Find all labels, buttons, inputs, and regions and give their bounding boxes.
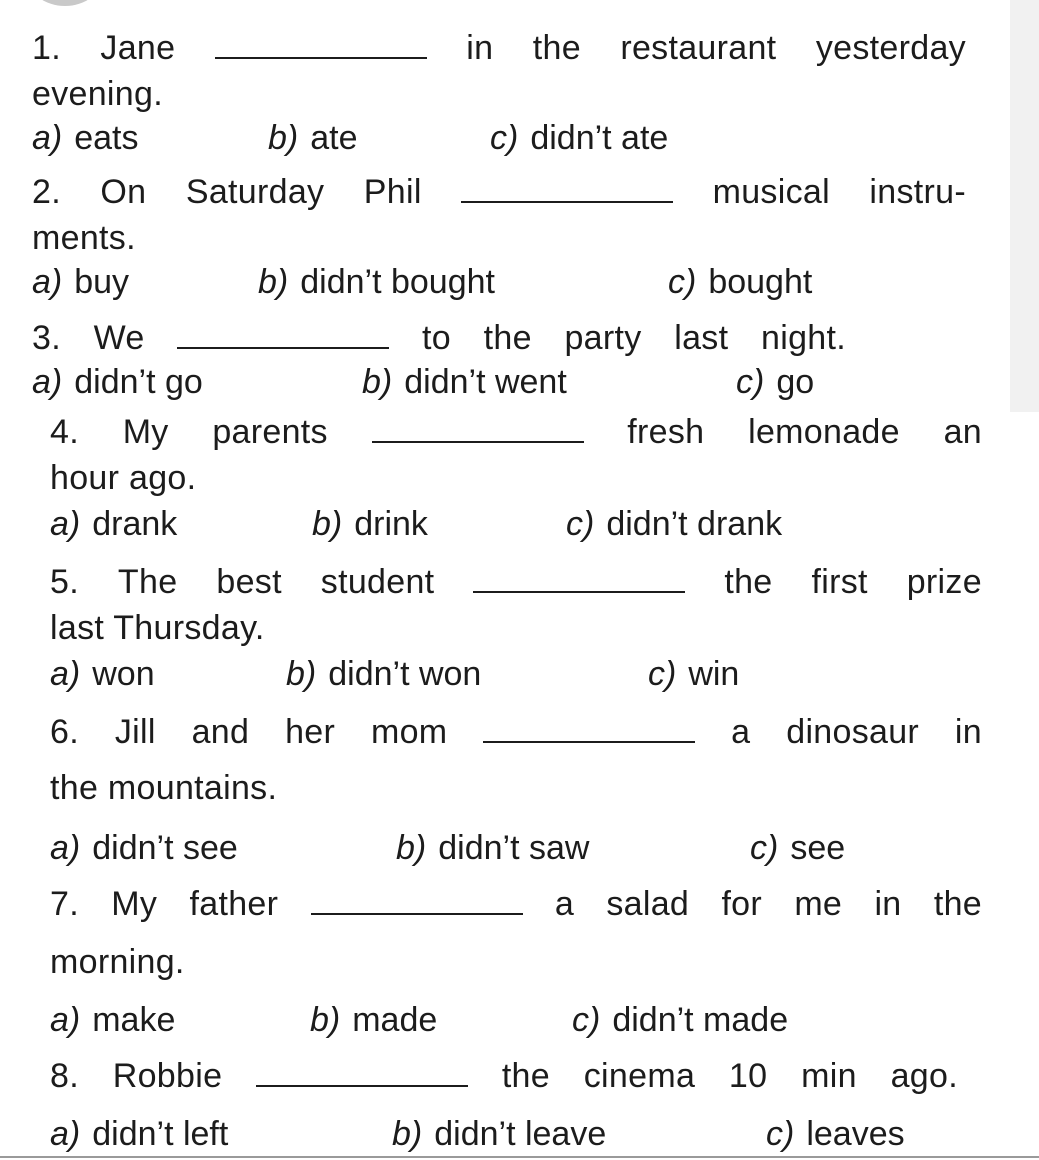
option-c[interactable] bbox=[490, 116, 668, 160]
answer-blank[interactable] bbox=[177, 347, 389, 349]
question-1-stem bbox=[32, 26, 966, 70]
option-text: didn’t won bbox=[328, 655, 482, 693]
option-text: didn’t ate bbox=[530, 119, 669, 157]
question-7-stem bbox=[50, 882, 982, 926]
stem-word: Saturday bbox=[185, 173, 325, 211]
stem-word: Jill bbox=[114, 713, 156, 751]
question-number: 4. bbox=[50, 413, 79, 451]
option-letter: b) bbox=[286, 655, 317, 693]
question-number: 8. bbox=[50, 1057, 79, 1095]
option-letter: a) bbox=[50, 505, 81, 543]
option-letter: a) bbox=[50, 1001, 81, 1039]
stem-word: We bbox=[93, 319, 145, 357]
option-text: made bbox=[352, 1001, 438, 1039]
option-letter: b) bbox=[258, 263, 289, 301]
option-c[interactable] bbox=[572, 998, 788, 1042]
option-text: didn’t see bbox=[92, 829, 238, 867]
stem-word: restaurant bbox=[620, 29, 777, 67]
option-text: go bbox=[776, 363, 815, 401]
question-2-continuation: ments. bbox=[32, 219, 136, 257]
stem-word: night. bbox=[761, 319, 846, 357]
stem-word: the bbox=[501, 1057, 550, 1095]
option-letter: c) bbox=[490, 119, 519, 157]
stem-word: Phil bbox=[363, 173, 422, 211]
option-text: buy bbox=[74, 263, 130, 301]
question-5-stem bbox=[50, 560, 982, 604]
answer-blank[interactable] bbox=[256, 1085, 468, 1087]
option-text: didn’t saw bbox=[438, 829, 590, 867]
option-letter: b) bbox=[312, 505, 343, 543]
option-text: drink bbox=[354, 505, 428, 543]
question-number: 5. bbox=[50, 563, 79, 601]
answer-blank[interactable] bbox=[461, 201, 673, 203]
stem-word: instru- bbox=[869, 173, 966, 211]
stem-word: fresh bbox=[627, 413, 705, 451]
stem-word: Robbie bbox=[112, 1057, 223, 1095]
stem-word: last bbox=[674, 319, 729, 357]
option-c[interactable] bbox=[736, 360, 814, 404]
option-text: make bbox=[92, 1001, 176, 1039]
stem-word: a bbox=[731, 713, 751, 751]
stem-word: first bbox=[811, 563, 868, 601]
stem-word: lemonade bbox=[748, 413, 900, 451]
option-letter: c) bbox=[668, 263, 697, 301]
option-b[interactable] bbox=[268, 116, 358, 160]
option-text: didn’t bought bbox=[300, 263, 495, 301]
option-a[interactable] bbox=[32, 260, 129, 304]
stem-word: My bbox=[111, 885, 158, 923]
option-text: win bbox=[688, 655, 740, 693]
stem-word: me bbox=[794, 885, 843, 923]
stem-word: min bbox=[801, 1057, 857, 1095]
option-letter: a) bbox=[32, 119, 63, 157]
stem-word: in bbox=[954, 713, 982, 751]
option-c[interactable] bbox=[750, 826, 845, 870]
option-b[interactable] bbox=[286, 652, 481, 696]
stem-word: for bbox=[721, 885, 763, 923]
option-text: won bbox=[92, 655, 155, 693]
option-letter: b) bbox=[268, 119, 299, 157]
page-edge-shade bbox=[1010, 0, 1039, 412]
stem-word: and bbox=[191, 713, 250, 751]
answer-blank[interactable] bbox=[311, 913, 523, 915]
option-text: see bbox=[790, 829, 846, 867]
option-text: didn’t go bbox=[74, 363, 203, 401]
stem-word: musical bbox=[712, 173, 830, 211]
question-5-continuation: last Thursday. bbox=[50, 609, 265, 647]
question-number: 7. bbox=[50, 885, 79, 923]
stem-word: mom bbox=[370, 713, 448, 751]
stem-word: a bbox=[554, 885, 575, 923]
question-2-stem bbox=[32, 170, 966, 214]
stem-word: in bbox=[466, 29, 494, 67]
option-text: drank bbox=[92, 505, 178, 543]
option-letter: c) bbox=[648, 655, 677, 693]
option-letter: a) bbox=[50, 829, 81, 867]
question-number: 3. bbox=[32, 319, 61, 357]
option-text: didn’t made bbox=[612, 1001, 789, 1039]
option-letter: b) bbox=[396, 829, 427, 867]
stem-word: the bbox=[724, 563, 773, 601]
option-text: leaves bbox=[806, 1115, 905, 1153]
question-3-stem bbox=[32, 316, 846, 360]
question-4-continuation: hour ago. bbox=[50, 459, 197, 497]
option-a[interactable] bbox=[50, 502, 177, 546]
stem-word: dinosaur bbox=[786, 713, 920, 751]
option-text: ate bbox=[310, 119, 358, 157]
question-number: 1. bbox=[32, 29, 61, 67]
option-b[interactable] bbox=[396, 826, 589, 870]
option-text: didn’t drank bbox=[606, 505, 783, 543]
option-c[interactable] bbox=[648, 652, 739, 696]
stem-word: to bbox=[421, 319, 451, 357]
stem-word: the bbox=[933, 885, 982, 923]
option-letter: c) bbox=[750, 829, 779, 867]
option-letter: b) bbox=[392, 1115, 423, 1153]
option-a[interactable] bbox=[50, 826, 238, 870]
stem-word: ago. bbox=[890, 1057, 958, 1095]
stem-word: her bbox=[285, 713, 336, 751]
stem-word: 10 bbox=[728, 1057, 768, 1095]
option-a[interactable] bbox=[32, 360, 203, 404]
option-c[interactable] bbox=[566, 502, 782, 546]
option-letter: a) bbox=[50, 655, 81, 693]
stem-word: student bbox=[320, 563, 435, 601]
option-c[interactable] bbox=[668, 260, 812, 304]
option-a[interactable] bbox=[50, 998, 175, 1042]
answer-blank[interactable] bbox=[473, 591, 685, 593]
question-6-stem bbox=[50, 710, 982, 754]
option-b[interactable] bbox=[258, 260, 495, 304]
stem-word: On bbox=[100, 173, 147, 211]
question-7-continuation: morning. bbox=[50, 943, 185, 981]
option-text: didn’t left bbox=[92, 1115, 229, 1153]
option-letter: c) bbox=[766, 1115, 795, 1153]
option-b[interactable] bbox=[312, 502, 428, 546]
option-letter: c) bbox=[736, 363, 765, 401]
option-text: bought bbox=[708, 263, 813, 301]
option-text: didn’t went bbox=[404, 363, 567, 401]
stem-word: cinema bbox=[583, 1057, 696, 1095]
option-letter: c) bbox=[566, 505, 595, 543]
question-number: 6. bbox=[50, 713, 79, 751]
stem-word: party bbox=[564, 319, 642, 357]
page-corner-mark bbox=[28, 0, 102, 6]
answer-blank[interactable] bbox=[372, 441, 584, 443]
option-letter: a) bbox=[32, 263, 63, 301]
page-bottom-rule bbox=[0, 1156, 1039, 1158]
answer-blank[interactable] bbox=[483, 741, 695, 743]
stem-word: father bbox=[189, 885, 279, 923]
stem-word: an bbox=[943, 413, 982, 451]
question-number: 2. bbox=[32, 173, 61, 211]
question-6-continuation: the mountains. bbox=[50, 769, 278, 807]
option-a[interactable] bbox=[50, 1112, 228, 1156]
option-a[interactable] bbox=[32, 116, 139, 160]
answer-blank[interactable] bbox=[215, 57, 427, 59]
stem-word: yesterday bbox=[815, 29, 966, 67]
option-letter: c) bbox=[572, 1001, 601, 1039]
stem-word: prize bbox=[906, 563, 982, 601]
option-letter: b) bbox=[362, 363, 393, 401]
option-b[interactable] bbox=[362, 360, 567, 404]
stem-word: Jane bbox=[100, 29, 176, 67]
option-text: eats bbox=[74, 119, 139, 157]
stem-word: in bbox=[874, 885, 902, 923]
stem-word: salad bbox=[606, 885, 690, 923]
option-a[interactable] bbox=[50, 652, 155, 696]
option-letter: a) bbox=[32, 363, 63, 401]
stem-word: best bbox=[216, 563, 282, 601]
option-b[interactable] bbox=[392, 1112, 606, 1156]
stem-word: The bbox=[117, 563, 178, 601]
option-c[interactable] bbox=[766, 1112, 905, 1156]
option-text: didn’t leave bbox=[434, 1115, 607, 1153]
option-b[interactable] bbox=[310, 998, 437, 1042]
question-1-continuation: evening. bbox=[32, 75, 163, 113]
question-4-stem bbox=[50, 410, 982, 454]
question-8-stem bbox=[50, 1054, 958, 1098]
option-letter: b) bbox=[310, 1001, 341, 1039]
stem-word: parents bbox=[212, 413, 328, 451]
option-letter: a) bbox=[50, 1115, 81, 1153]
stem-word: My bbox=[122, 413, 169, 451]
stem-word: the bbox=[483, 319, 532, 357]
stem-word: the bbox=[532, 29, 581, 67]
